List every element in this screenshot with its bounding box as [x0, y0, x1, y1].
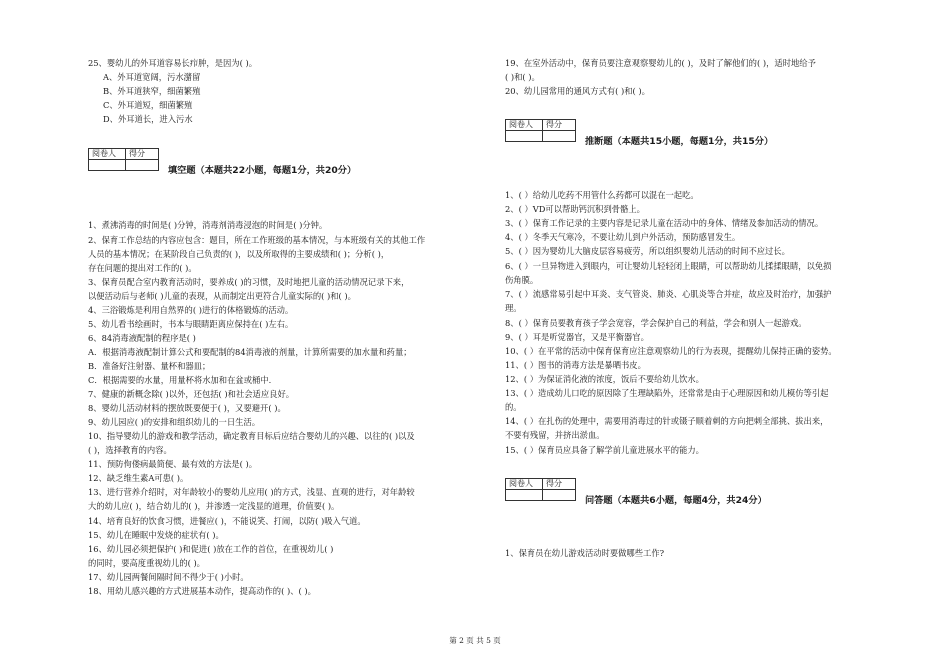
judge-line: 5、( ）因为婴幼儿大脑皮层容易疲劳，所以组织婴幼儿活动的时间不应过长。: [505, 246, 790, 256]
fill-line: B．准备好注射器、量杯和器皿；: [88, 361, 211, 371]
judge-line: 12、( ）为保证消化液的浓度，饭后不要给幼儿饮水。: [505, 374, 704, 384]
q25-question: 25、婴幼儿的外耳道容易长疖肿，是因为( )。: [88, 58, 258, 68]
fill-line: 15、幼儿在睡眠中发烧的症状有( )。: [88, 530, 224, 540]
score-label: 得分: [543, 479, 576, 490]
fill-line: ( )，选择教育的内容。: [88, 445, 172, 455]
fill-line: 以便活动后与老师( )儿童的表现，从而制定出更符合儿童实际的( )和( )。: [88, 291, 356, 301]
score-cell[interactable]: [126, 160, 159, 171]
page-number: 第 2 页 共 5 页: [449, 636, 501, 645]
judge-line: 13、( ）造成幼儿口吃的原因除了生理缺陷外，还常常是由于心理原因和幼儿模仿等引起: [505, 388, 829, 398]
reviewer-cell[interactable]: [506, 490, 543, 501]
judge-line: 3、( ）保育工作记录的主要内容是记录儿童在活动中的身体、情绪及参加活动的情况。: [505, 218, 824, 228]
fill-line: 20、幼儿园常用的通风方式有( )和( )。: [505, 86, 650, 96]
fill-score-table: [88, 148, 159, 171]
fill-line: 18、用幼儿感兴趣的方式进展基本动作，提高动作的( )、( )。: [88, 586, 316, 596]
fill-line: 16、幼儿园必须把保护( )和促进( )放在工作的首位，在重视幼儿( ): [88, 544, 334, 554]
judge-line: 伤角膜。: [505, 275, 539, 285]
fill-line: ( )和( )。: [505, 72, 540, 82]
fill-line: C．根据需要的水量，用量杯将水加和在盆或桶中.: [88, 375, 272, 385]
fill-line: 14、培育良好的饮食习惯，进餐应( )，不能说笑、打闹，以防( )吸入气道。: [88, 516, 366, 526]
judge-section-title: 推断题（本题共15小题，每题1分，共15分）: [585, 136, 774, 147]
fill-line: 1、煮沸消毒的时间是( )分钟，消毒剂消毒浸泡的时间是( )分钟。: [88, 220, 328, 230]
judge-line: 不要有残留，并挤出淤血。: [505, 430, 605, 440]
score-cell[interactable]: [543, 490, 576, 501]
judge-line: 8、( ）保育员要教育孩子学会宽容，学会保护自己的利益，学会和别人一起游戏。: [505, 318, 807, 328]
score-label: 得分: [126, 149, 159, 160]
judge-line: 10、( ）在平常的活动中保育保育应注意观察幼儿的行为表现，提醒幼儿保持正确的姿势。: [505, 346, 837, 356]
fill-section-title: 填空题（本题共22小题，每题1分，共20分）: [168, 165, 357, 176]
qa-score-table: [505, 478, 576, 501]
reviewer-label: 阅卷人: [506, 479, 543, 490]
judge-line: 6、( ）一旦异物进入到眼内，可让婴幼儿轻轻闭上眼睛，可以帮助幼儿揉揉眼睛，以免损: [505, 261, 832, 271]
judge-score-table: [505, 119, 576, 142]
fill-line: 7、健康的新概念除( )以外，还包括( )和社会适应良好。: [88, 389, 295, 399]
q25-option-d: D、外耳道长，进入污水: [103, 114, 193, 124]
fill-line: 5、幼儿看书绘画时，书本与眼睛距离应保持在( )左右。: [88, 319, 294, 329]
reviewer-label: 阅卷人: [506, 120, 543, 131]
fill-line: 人员的基本情况；在某阶段自己负责的( )，以及所取得的主要成绩和( )；分析( )，: [88, 249, 390, 259]
fill-line: A．根据消毒液配制计算公式和要配制的84消毒液的剂量，计算所需要的加水量和药量；: [88, 347, 412, 357]
judge-line: 的。: [505, 402, 522, 412]
qa-question: 1、保育员在幼儿游戏活动时要做哪些工作?: [505, 548, 665, 558]
judge-line: 1、( ）给幼儿吃药不用管什么药都可以混在一起吃。: [505, 190, 699, 200]
fill-line: 6、84消毒液配制的程序是( ): [88, 333, 196, 343]
fill-line: 的同时，要高度重视幼儿的( )。: [88, 558, 205, 568]
q25-option-a: A、外耳道宽阔，污水潴留: [103, 72, 201, 82]
judge-line: 7、( ）流感常易引起中耳炎、支气管炎、肺炎、心肌炎等合并症，故应及时治疗，加强护: [505, 289, 832, 299]
fill-line: 19、在室外活动中，保育员要注意观察婴幼儿的( )，及时了解他们的( )，适时地给予: [505, 58, 816, 68]
score-label: 得分: [543, 120, 576, 131]
judge-line: 4、( ）冬季天气寒冷，不要让幼儿到户外活动，预防感冒发生。: [505, 232, 741, 242]
q25-option-c: C、外耳道短，细菌繁殖: [103, 100, 193, 110]
fill-line: 17、幼儿园两餐间隔时间不得少于( )小时。: [88, 572, 249, 582]
fill-line: 10、指导婴幼儿的游戏和教学活动，确定教育目标后应结合婴幼儿的兴趣、以往的( )以及: [88, 431, 415, 441]
reviewer-cell[interactable]: [506, 131, 543, 142]
qa-section-title: 问答题（本题共6小题，每题4分，共24分）: [585, 495, 767, 506]
judge-line: 2、( ）VD可以帮助钙沉积到骨骼上。: [505, 204, 645, 214]
reviewer-label: 阅卷人: [89, 149, 126, 160]
reviewer-cell[interactable]: [89, 160, 126, 171]
fill-line: 大的幼儿应( )，结合幼儿的( )，并渗透一定浅显的道理，价值要( )。: [88, 501, 340, 511]
fill-line: 9、幼儿园应( )的安排和组织幼儿的一日生活。: [88, 417, 261, 427]
judge-line: 14、( ）在扎伤的处理中，需要用消毒过的针或镊子顺着刺的方向把刺全部挑、拔出来，: [505, 416, 829, 426]
q25-option-b: B、外耳道狭窄，细菌繁殖: [103, 86, 201, 96]
score-cell[interactable]: [543, 131, 576, 142]
judge-line: 9、( ）耳是听觉器官，又是平衡器官。: [505, 332, 649, 342]
fill-line: 3、保育员配合室内教育活动时，要养成( )的习惯，及时地把儿童的活动情况记录下来，: [88, 277, 410, 287]
fill-line: 存在问题的提出对工作的( )。: [88, 263, 197, 273]
fill-line: 11、预防佝偻病最简便、最有效的方法是( )。: [88, 459, 258, 469]
fill-line: 13、进行营养介绍时，对年龄较小的婴幼儿应用( )的方式，浅显、直观的进行，对年龄较: [88, 487, 415, 497]
fill-line: 4、三浴锻炼是利用自然界的( )进行的体格锻炼的活动。: [88, 305, 294, 315]
fill-line: 2、保育工作总结的内容应包含：题目，所在工作班级的基本情况，与本班级有关的其他工作: [88, 235, 426, 245]
judge-line: 理。: [505, 303, 522, 313]
fill-line: 8、婴幼儿活动材料的摆放既要便于( )，又要避开( )。: [88, 403, 286, 413]
judge-line: 15、( ）保育员应具备了解学前儿童进展水平的能力。: [505, 445, 704, 455]
fill-line: 12、缺乏维生素A可患( )。: [88, 473, 189, 483]
judge-line: 11、( ）图书的消毒方法是暴晒书皮。: [505, 360, 646, 370]
